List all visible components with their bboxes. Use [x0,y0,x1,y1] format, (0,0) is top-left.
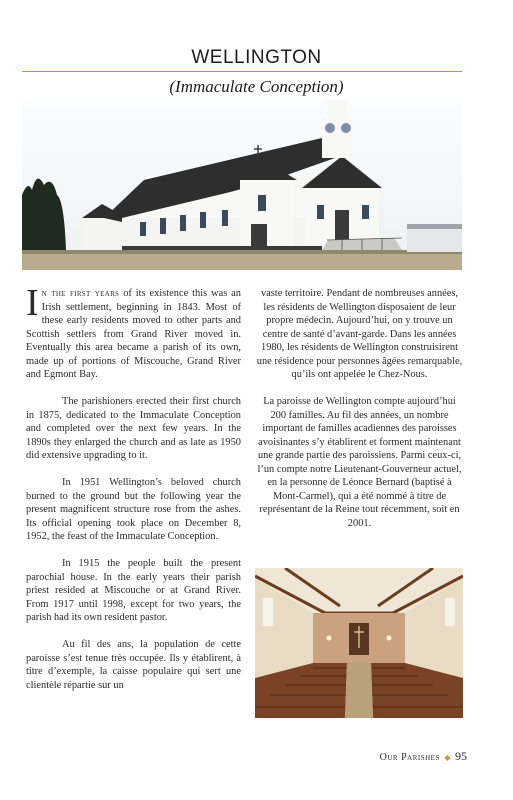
page-footer [380,749,467,764]
paragraph-4: In 1915 the people built the present parochial house. In the early years their parish priest resided at Miscouche or at Grand River. From 1917 until 1998, except for two years, the parish had its own resident pastor. [26,558,241,623]
drop-cap: I [26,282,39,324]
paragraph-5: Au fil des ans, la population de cette paroisse s’est tenue très occupée. Ils y établirent, à titre d’exemple, la caisse populaire qui sert une clientèle répartie sur un [26,639,241,691]
paragraph-3: In 1951 Wellington’s beloved church burned to the ground but the following year the present magnificent structure rose from the ashes. Its official opening took place on December 8, 1952, the feast of the Immaculate Conception. [26,477,241,542]
diamond-icon: ◆ [444,753,451,762]
right-column [256,287,463,544]
page-subtitle: (Immaculate Conception) [169,77,344,96]
intro-smallcaps: n the first years [41,288,120,299]
church-exterior-photo [22,100,462,270]
paragraph-6: vaste territoire. Pendant de nombreuses années, les résidents de Wellington disposaient de leur propre médecin. Aujourd’hui, on y trouve un centre de santé d’avant-garde. Dans les années 1980, les résidents de Wellington construisirent une résidence pour personnes âgées remarquable, qu’ils ont appelée le Chez-Nous. [256,288,463,380]
paragraph-2: The parishioners erected their first church in 1875, dedicated to the Immaculate Conception and completed over the next few years. In the 1890s they enlarged the church and as late as 1950 did extensive upgrading to it. [26,396,241,461]
paragraph-7: La paroisse de Wellington compte aujourd’hui 200 familles. Au fil des années, un nombre important de familles acadiennes des paroisses avoisinantes s’y établirent et forment maintenant une grande partie des paroissiens. Parmi ceux-ci, l’un compte notre Lieutenant-Gouverneur actuel, en la personne de Léonce Bernard (baptisé à Mont-Carmel), qui a été nommé à titre de représentant de la Reine tout récemment, soit en 2001. [257,396,462,529]
footer-section: Our Parishes [379,752,440,763]
title-rule [22,71,462,72]
page-title: WELLINGTON [191,47,322,68]
intro-text: of its existence this was an Irish settlement, beginning in 1843. Most of these early residents moved to other parts and Scottish settlers from Grand River moved in. Eventually this area became a parish of its own, made up of portions of Miscouche, Grand River and Egmont Bay. [26,288,241,380]
left-column [26,282,241,706]
page-number: 95 [455,749,467,763]
church-interior-photo [255,568,463,718]
paragraph-intro [26,282,241,382]
